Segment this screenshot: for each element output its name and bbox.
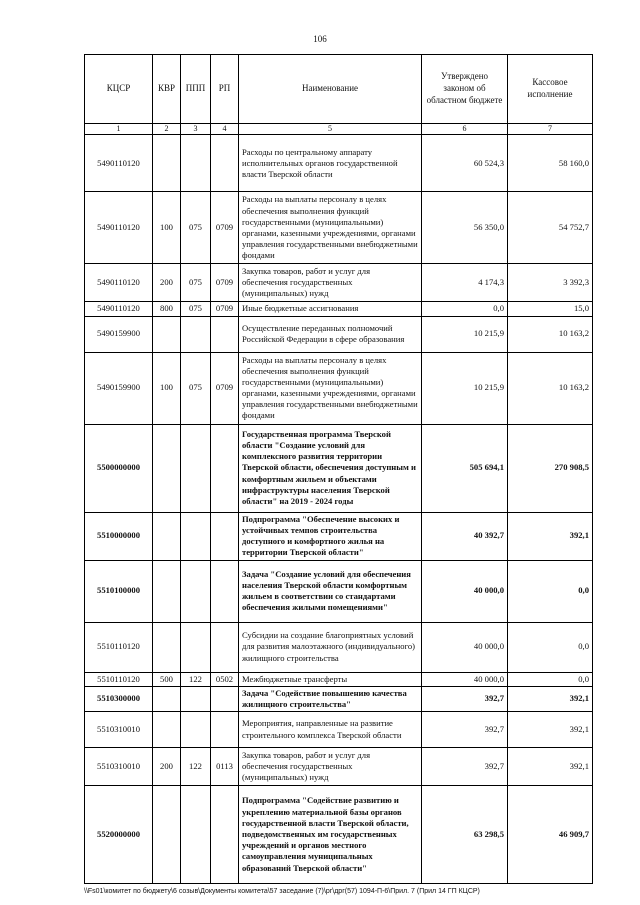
cell-executed: 10 163,2 bbox=[508, 316, 593, 352]
cell-name: Расходы на выплаты персоналу в целях обеспечения выполнения функций государственными (муниципальными) органами, казенными учреждениями, органами управления государственными внебюджетными фондами bbox=[239, 192, 422, 264]
cell-executed: 392,1 bbox=[508, 686, 593, 711]
table-row bbox=[85, 712, 593, 748]
cell-approved: 4 174,3 bbox=[422, 264, 508, 302]
cell-kvr bbox=[153, 512, 181, 560]
cell-approved: 10 215,9 bbox=[422, 316, 508, 352]
column-number: 1 bbox=[85, 124, 153, 135]
cell-approved: 40 392,7 bbox=[422, 512, 508, 560]
cell-kvr bbox=[153, 424, 181, 512]
cell-ppp: 075 bbox=[181, 192, 211, 264]
cell-name: Государственная программа Тверской области "Создание условий для комплексного развития территории Тверской области, обеспечения доступным и комфортным жильем и объектами инфраструктуры населения Тверской области" на 2019 - 2024 годы bbox=[239, 424, 422, 512]
cell-approved: 392,7 bbox=[422, 712, 508, 748]
cell-executed: 0,0 bbox=[508, 622, 593, 672]
table-row bbox=[85, 686, 593, 711]
cell-kcsr: 5490159900 bbox=[85, 316, 153, 352]
cell-approved: 505 694,1 bbox=[422, 424, 508, 512]
header-name: Наименование bbox=[239, 55, 422, 124]
cell-name: Подпрограмма "Обеспечение высоких и устойчивых темпов строительства доступного и комфортного жилья на территории Тверской области" bbox=[239, 512, 422, 560]
table-row bbox=[85, 512, 593, 560]
cell-name: Задача "Содействие повышению качества жилищного строительства" bbox=[239, 686, 422, 711]
budget-table bbox=[84, 54, 593, 884]
cell-executed: 392,1 bbox=[508, 748, 593, 786]
cell-approved: 0,0 bbox=[422, 302, 508, 316]
cell-ppp bbox=[181, 512, 211, 560]
cell-kcsr: 5490110120 bbox=[85, 302, 153, 316]
cell-kvr: 200 bbox=[153, 264, 181, 302]
table-row bbox=[85, 424, 593, 512]
cell-executed: 392,1 bbox=[508, 712, 593, 748]
column-number: 2 bbox=[153, 124, 181, 135]
cell-name: Расходы по центральному аппарату исполнительных органов государственной власти Тверской области bbox=[239, 135, 422, 192]
cell-kcsr: 5520000000 bbox=[85, 786, 153, 884]
cell-kcsr: 5510110120 bbox=[85, 672, 153, 686]
cell-rp: 0709 bbox=[211, 352, 239, 424]
cell-kvr: 100 bbox=[153, 192, 181, 264]
cell-kcsr: 5500000000 bbox=[85, 424, 153, 512]
cell-ppp bbox=[181, 560, 211, 622]
cell-rp: 0709 bbox=[211, 302, 239, 316]
cell-kcsr: 5510310010 bbox=[85, 748, 153, 786]
table-row bbox=[85, 316, 593, 352]
cell-approved: 10 215,9 bbox=[422, 352, 508, 424]
cell-kvr: 500 bbox=[153, 672, 181, 686]
cell-executed: 46 909,7 bbox=[508, 786, 593, 884]
cell-kcsr: 5510300000 bbox=[85, 686, 153, 711]
cell-kvr: 200 bbox=[153, 748, 181, 786]
cell-approved: 40 000,0 bbox=[422, 560, 508, 622]
footer-file-path: \\Fs01\комитет по бюджету\6 созыв\Документы комитета\57 заседание (7)\рг\дрг(57) 1094-П-6\Прил. 7 (Прил 14 ГП КЦСР) bbox=[84, 888, 480, 895]
header-approved: Утверждено законом об областном бюджете bbox=[422, 55, 508, 124]
cell-approved: 392,7 bbox=[422, 748, 508, 786]
cell-approved: 40 000,0 bbox=[422, 672, 508, 686]
column-number: 5 bbox=[239, 124, 422, 135]
cell-rp bbox=[211, 560, 239, 622]
table-row bbox=[85, 264, 593, 302]
cell-approved: 392,7 bbox=[422, 686, 508, 711]
cell-name: Подпрограмма "Содействие развитию и укреплению материальной базы органов государственной власти Тверской области, подведомственных им государственных учреждений и органов местного самоуправления муниципальных образований Тверской области" bbox=[239, 786, 422, 884]
table-row bbox=[85, 352, 593, 424]
cell-kvr bbox=[153, 712, 181, 748]
cell-kcsr: 5490110120 bbox=[85, 192, 153, 264]
cell-rp: 0113 bbox=[211, 748, 239, 786]
cell-kcsr: 5490110120 bbox=[85, 264, 153, 302]
cell-kcsr: 5510100000 bbox=[85, 560, 153, 622]
cell-executed: 0,0 bbox=[508, 560, 593, 622]
cell-executed: 10 163,2 bbox=[508, 352, 593, 424]
table-row bbox=[85, 622, 593, 672]
cell-name: Расходы на выплаты персоналу в целях обеспечения выполнения функций государственными (муниципальными) органами, казенными учреждениями, органами управления государственными внебюджетными фондами bbox=[239, 352, 422, 424]
cell-ppp bbox=[181, 712, 211, 748]
cell-executed: 15,0 bbox=[508, 302, 593, 316]
cell-executed: 54 752,7 bbox=[508, 192, 593, 264]
cell-name: Осуществление переданных полномочий Российской Федерации в сфере образования bbox=[239, 316, 422, 352]
cell-rp bbox=[211, 622, 239, 672]
cell-kvr: 100 bbox=[153, 352, 181, 424]
cell-ppp: 122 bbox=[181, 748, 211, 786]
cell-rp bbox=[211, 712, 239, 748]
cell-kcsr: 5510000000 bbox=[85, 512, 153, 560]
cell-name: Субсидии на создание благоприятных условий для развития малоэтажного (индивидуального) жилищного строительства bbox=[239, 622, 422, 672]
header-kcsr: КЦСР bbox=[85, 55, 153, 124]
column-number-row bbox=[85, 124, 593, 135]
cell-ppp bbox=[181, 316, 211, 352]
cell-rp bbox=[211, 686, 239, 711]
cell-rp: 0709 bbox=[211, 192, 239, 264]
cell-ppp bbox=[181, 786, 211, 884]
table-row bbox=[85, 560, 593, 622]
cell-name: Межбюджетные трансферты bbox=[239, 672, 422, 686]
cell-kvr bbox=[153, 316, 181, 352]
table-row bbox=[85, 192, 593, 264]
header-rp: РП bbox=[211, 55, 239, 124]
cell-rp bbox=[211, 786, 239, 884]
cell-name: Закупка товаров, работ и услуг для обеспечения государственных (муниципальных) нужд bbox=[239, 748, 422, 786]
cell-rp bbox=[211, 135, 239, 192]
cell-ppp: 075 bbox=[181, 302, 211, 316]
cell-executed: 392,1 bbox=[508, 512, 593, 560]
header-executed: Кассовое исполнение bbox=[508, 55, 593, 124]
table-row bbox=[85, 786, 593, 884]
cell-approved: 40 000,0 bbox=[422, 622, 508, 672]
cell-ppp bbox=[181, 622, 211, 672]
cell-rp bbox=[211, 512, 239, 560]
cell-name: Закупка товаров, работ и услуг для обеспечения государственных (муниципальных) нужд bbox=[239, 264, 422, 302]
cell-kcsr: 5490110120 bbox=[85, 135, 153, 192]
cell-ppp: 075 bbox=[181, 264, 211, 302]
table-row bbox=[85, 672, 593, 686]
cell-kvr bbox=[153, 560, 181, 622]
cell-name: Иные бюджетные ассигнования bbox=[239, 302, 422, 316]
table-row bbox=[85, 748, 593, 786]
cell-approved: 56 350,0 bbox=[422, 192, 508, 264]
cell-ppp: 122 bbox=[181, 672, 211, 686]
page-number: 106 bbox=[313, 34, 327, 44]
cell-executed: 0,0 bbox=[508, 672, 593, 686]
table-row bbox=[85, 135, 593, 192]
cell-ppp: 075 bbox=[181, 352, 211, 424]
column-number: 4 bbox=[211, 124, 239, 135]
cell-approved: 60 524,3 bbox=[422, 135, 508, 192]
cell-executed: 3 392,3 bbox=[508, 264, 593, 302]
header-kvr: КВР bbox=[153, 55, 181, 124]
cell-kvr: 800 bbox=[153, 302, 181, 316]
cell-ppp bbox=[181, 135, 211, 192]
header-row bbox=[85, 55, 593, 124]
cell-kcsr: 5510310010 bbox=[85, 712, 153, 748]
table-row bbox=[85, 302, 593, 316]
cell-executed: 270 908,5 bbox=[508, 424, 593, 512]
cell-kcsr: 5490159900 bbox=[85, 352, 153, 424]
cell-rp bbox=[211, 316, 239, 352]
cell-name: Задача "Создание условий для обеспечения населения Тверской области комфортным жильем в соответствии со стандартами обеспечения жилыми помещениями" bbox=[239, 560, 422, 622]
cell-kcsr: 5510110120 bbox=[85, 622, 153, 672]
cell-approved: 63 298,5 bbox=[422, 786, 508, 884]
cell-kvr bbox=[153, 135, 181, 192]
cell-name: Мероприятия, направленные на развитие строительного комплекса Тверской области bbox=[239, 712, 422, 748]
cell-rp bbox=[211, 424, 239, 512]
cell-kvr bbox=[153, 622, 181, 672]
column-number: 6 bbox=[422, 124, 508, 135]
cell-ppp bbox=[181, 686, 211, 711]
cell-ppp bbox=[181, 424, 211, 512]
cell-rp: 0709 bbox=[211, 264, 239, 302]
cell-executed: 58 160,0 bbox=[508, 135, 593, 192]
header-ppp: ППП bbox=[181, 55, 211, 124]
cell-kvr bbox=[153, 786, 181, 884]
column-number: 3 bbox=[181, 124, 211, 135]
cell-rp: 0502 bbox=[211, 672, 239, 686]
cell-kvr bbox=[153, 686, 181, 711]
column-number: 7 bbox=[508, 124, 593, 135]
